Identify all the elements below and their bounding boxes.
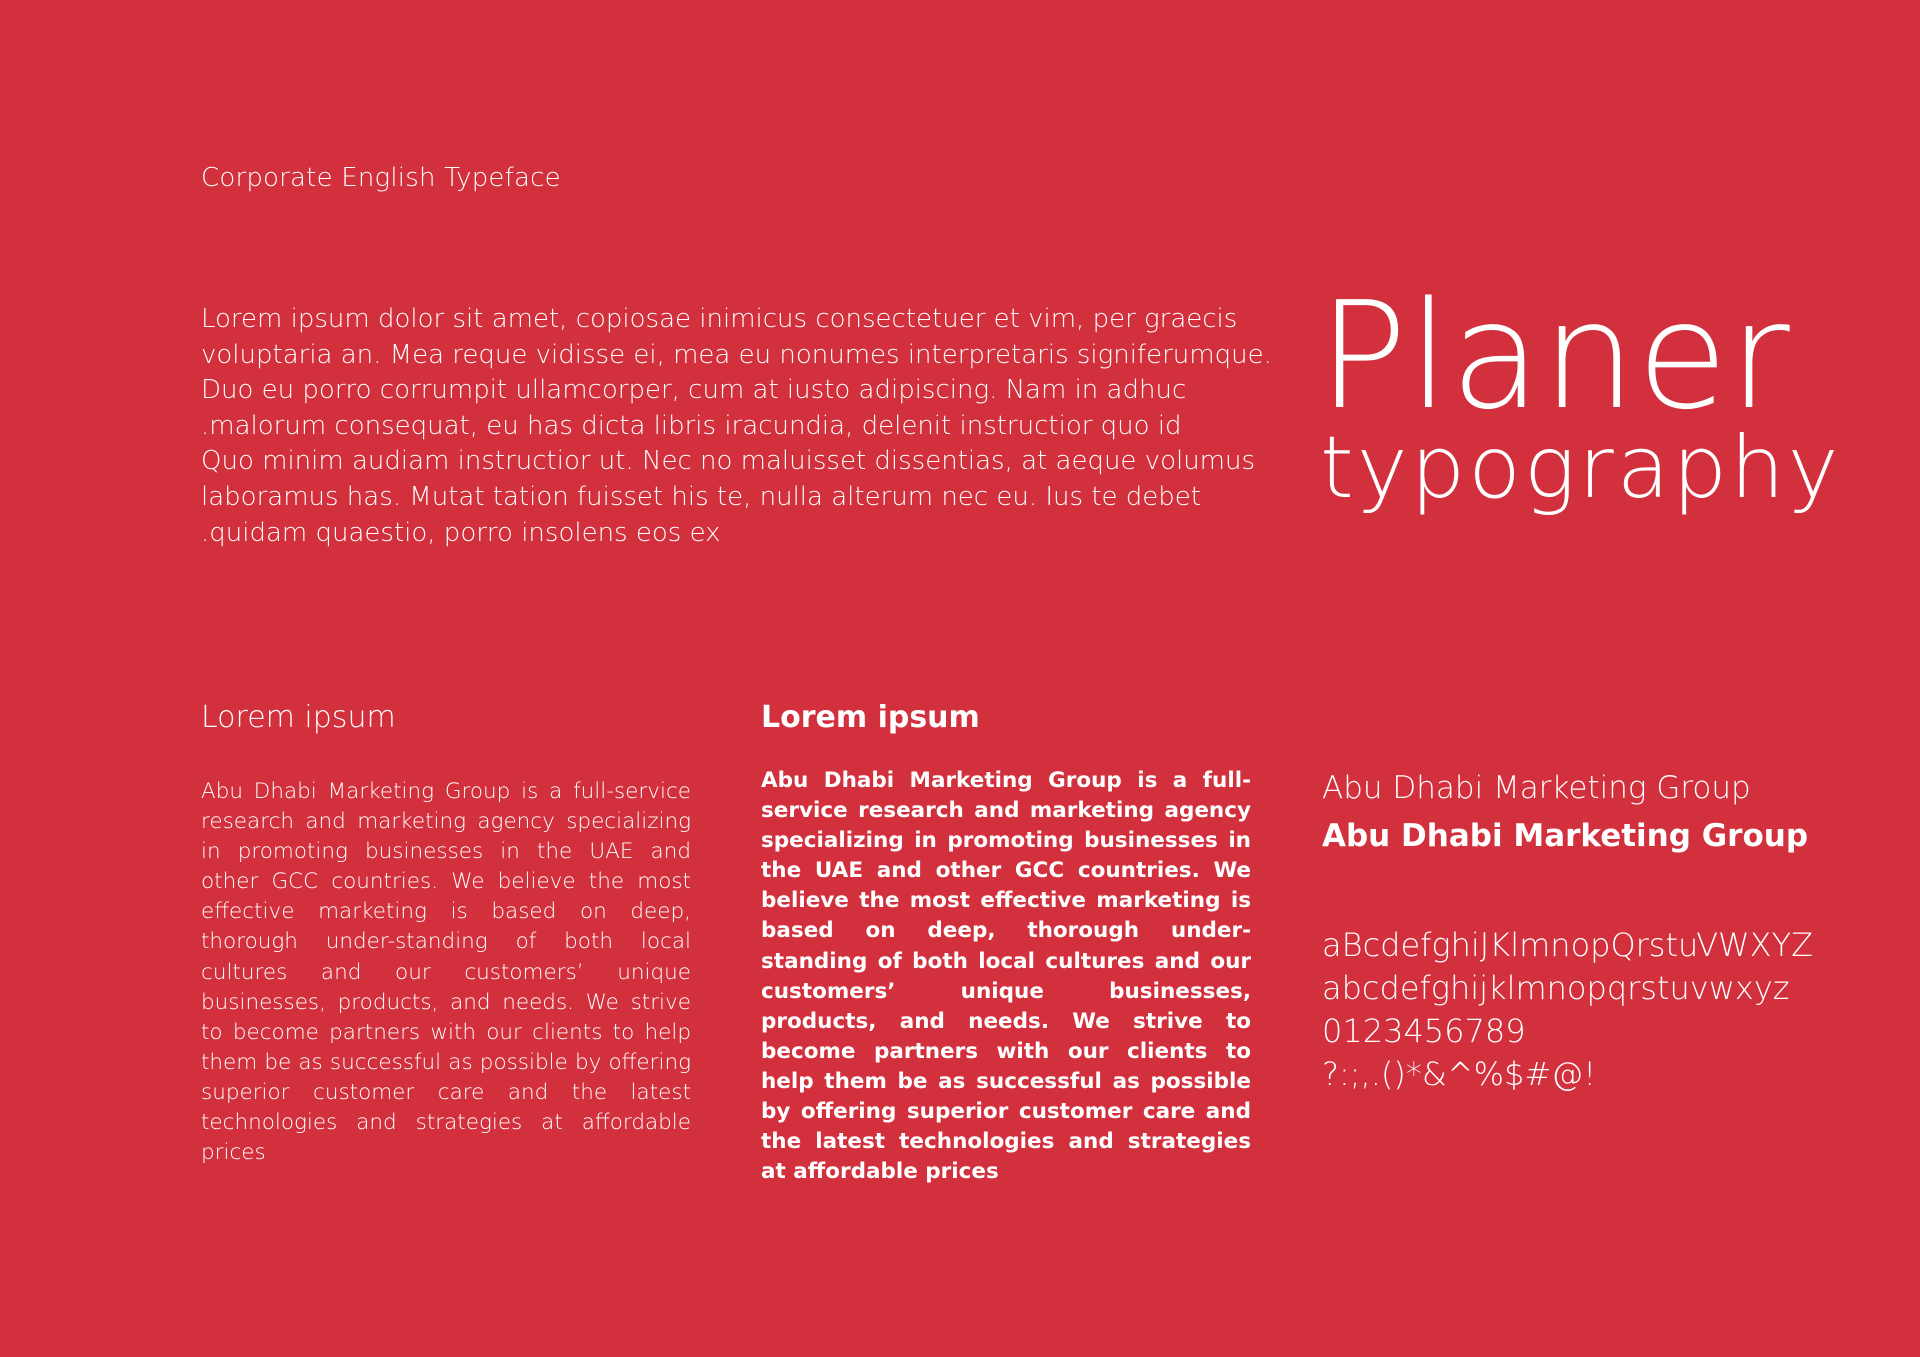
intro-line: .malorum consequat, eu has dicta libris iracundia, delenit instructior quo id [201,410,1182,441]
intro-line: Quo minim audiam instructior ut. Nec no maluisset dissentias, at aeque volumus [201,446,1256,477]
intro-paragraph [201,302,1272,551]
light-column-heading: Lorem ipsum [201,700,396,735]
brand-title: Planer [1318,270,1791,442]
regular-weight-sample: Abu Dhabi Marketing Group [1322,770,1751,806]
glyph-uppercase: aBcdefghiJKlmnopQrstuVWXYZ [1322,926,1814,964]
glyph-digits: 0123456789 [1322,1012,1526,1050]
bold-weight-sample: Abu Dhabi Marketing Group [1322,818,1809,854]
intro-line: voluptaria an. Mea reque vidisse ei, mea eu nonumes interpretaris signiferumque. [201,339,1272,370]
section-label: Corporate English Typeface [201,163,561,193]
bold-column-body: Abu Dhabi Marketing Group is a full-service research and marketing agency specializing in promoting businesses in the UAE and other GCC countries. We believe the most effective marketing is based on deep, thorough under-standing of both local cultures and our customers’ unique businesses, products, and needs. We strive to become partners with our clients to help them be as successful as possible by offering superior customer care and the latest technologies and strategies at affordable prices [761,768,1251,1185]
glyph-symbols: ?:;,.()*&^%$#@! [1322,1055,1597,1093]
intro-line: Lorem ipsum dolor sit amet, copiosae inimicus consectetuer et vim, per graecis [201,304,1238,334]
intro-line: laboramus has. Mutat tation fuisset his te, nulla alterum nec eu. Ius te debet [201,481,1201,512]
intro-line: .quidam quaestio, porro insolens eos ex [201,517,721,548]
bold-column-heading: Lorem ipsum [761,700,980,735]
glyph-lowercase: abcdefghijklmnopqrstuvwxyz [1322,969,1790,1007]
glyph-set [1322,924,1813,1096]
light-column-body: Abu Dhabi Marketing Group is a full-service research and marketing agency specializing in promoting businesses in the UAE and other GCC countries. We believe the most effective marketing is based on deep, thorough under-standing of both local cultures and our customers’ unique businesses, products, and needs. We strive to become partners with our clients to help them be as successful as possible by offering superior customer care and the latest technologies and strategies at affordable prices [201,779,691,1166]
intro-line: Duo eu porro corrumpit ullamcorper, cum at iusto adipiscing. Nam in adhuc [201,375,1187,406]
brand-subtitle: typography [1320,418,1842,518]
